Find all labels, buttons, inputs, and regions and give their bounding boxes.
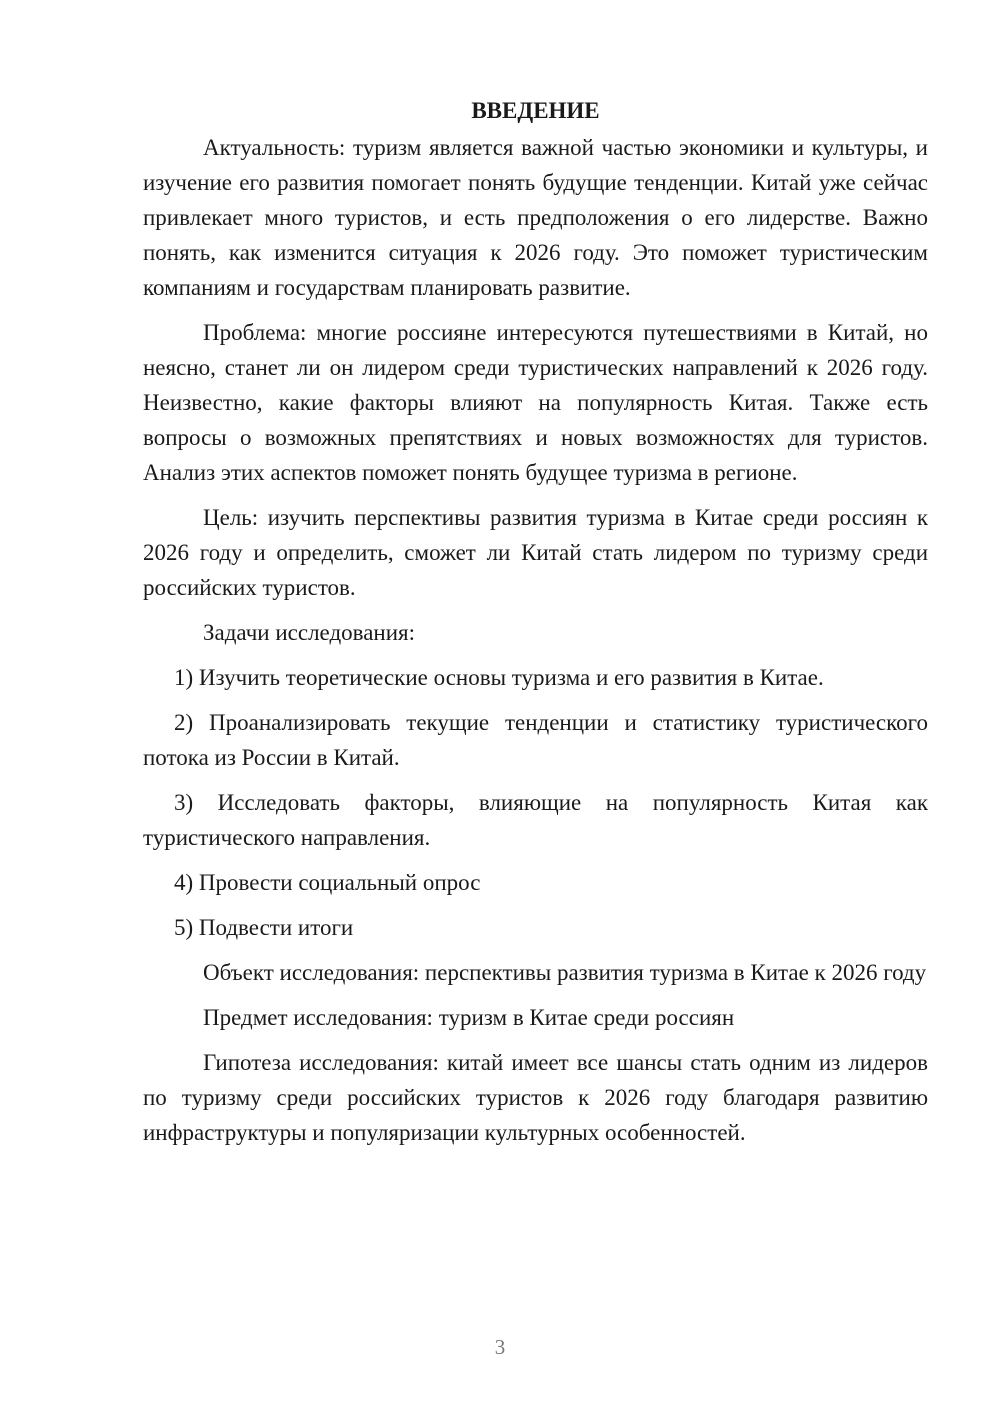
task-item-5: 5) Подвести итоги [174,915,354,940]
problem-paragraph: Проблема: многие россияне интересуются путешествиями в Китай, но неясно, станет ли он лидером среди туристических направлений к 2026 году. Неизвестно, какие факторы влияют на популярность Китая. Также есть вопросы о возможных препятствиях и новых возможностях для туристов. Анализ этих аспектов поможет понять будущее туризма в регионе. [143,320,928,485]
subject-paragraph: Предмет исследования: туризм в Китае среди россиян [203,1005,735,1030]
relevance-paragraph: Актуальность: туризм является важной частью экономики и культуры, и изучение его развития помогает понять будущие тенденции. Китай уже сейчас привлекает много туристов, и есть предположения о его лидерстве. Важно понять, как изменится ситуация к 2026 году. Это поможет туристическим компаниям и государствам планировать развитие. [143,135,928,300]
task-item-2: 2) Проанализировать текущие тенденции и статистику туристического потока из России в Китай. [143,710,928,770]
task-item-1: 1) Изучить теоретические основы туризма и его развития в Китае. [174,665,824,690]
goal-paragraph: Цель: изучить перспективы развития туризма в Китае среди россиян к 2026 году и определить, сможет ли Китай стать лидером по туризму среди российских туристов. [143,505,928,600]
task-item-3: 3) Исследовать факторы, влияющие на популярность Китая как туристического направления. [143,790,928,850]
task-item-4: 4) Провести социальный опрос [174,870,481,895]
page-number: 3 [494,1335,506,1359]
section-title: ВВЕДЕНИЕ [471,98,600,123]
object-paragraph: Объект исследования: перспективы развития туризма в Китае к 2026 году [203,960,927,985]
page-content [143,93,928,1160]
tasks-heading: Задачи исследования: [203,620,416,645]
hypothesis-paragraph: Гипотеза исследования: китай имеет все шансы стать одним из лидеров по туризму среди российских туристов к 2026 году благодаря развитию инфраструктуры и популяризации культурных особенностей. [143,1050,928,1145]
